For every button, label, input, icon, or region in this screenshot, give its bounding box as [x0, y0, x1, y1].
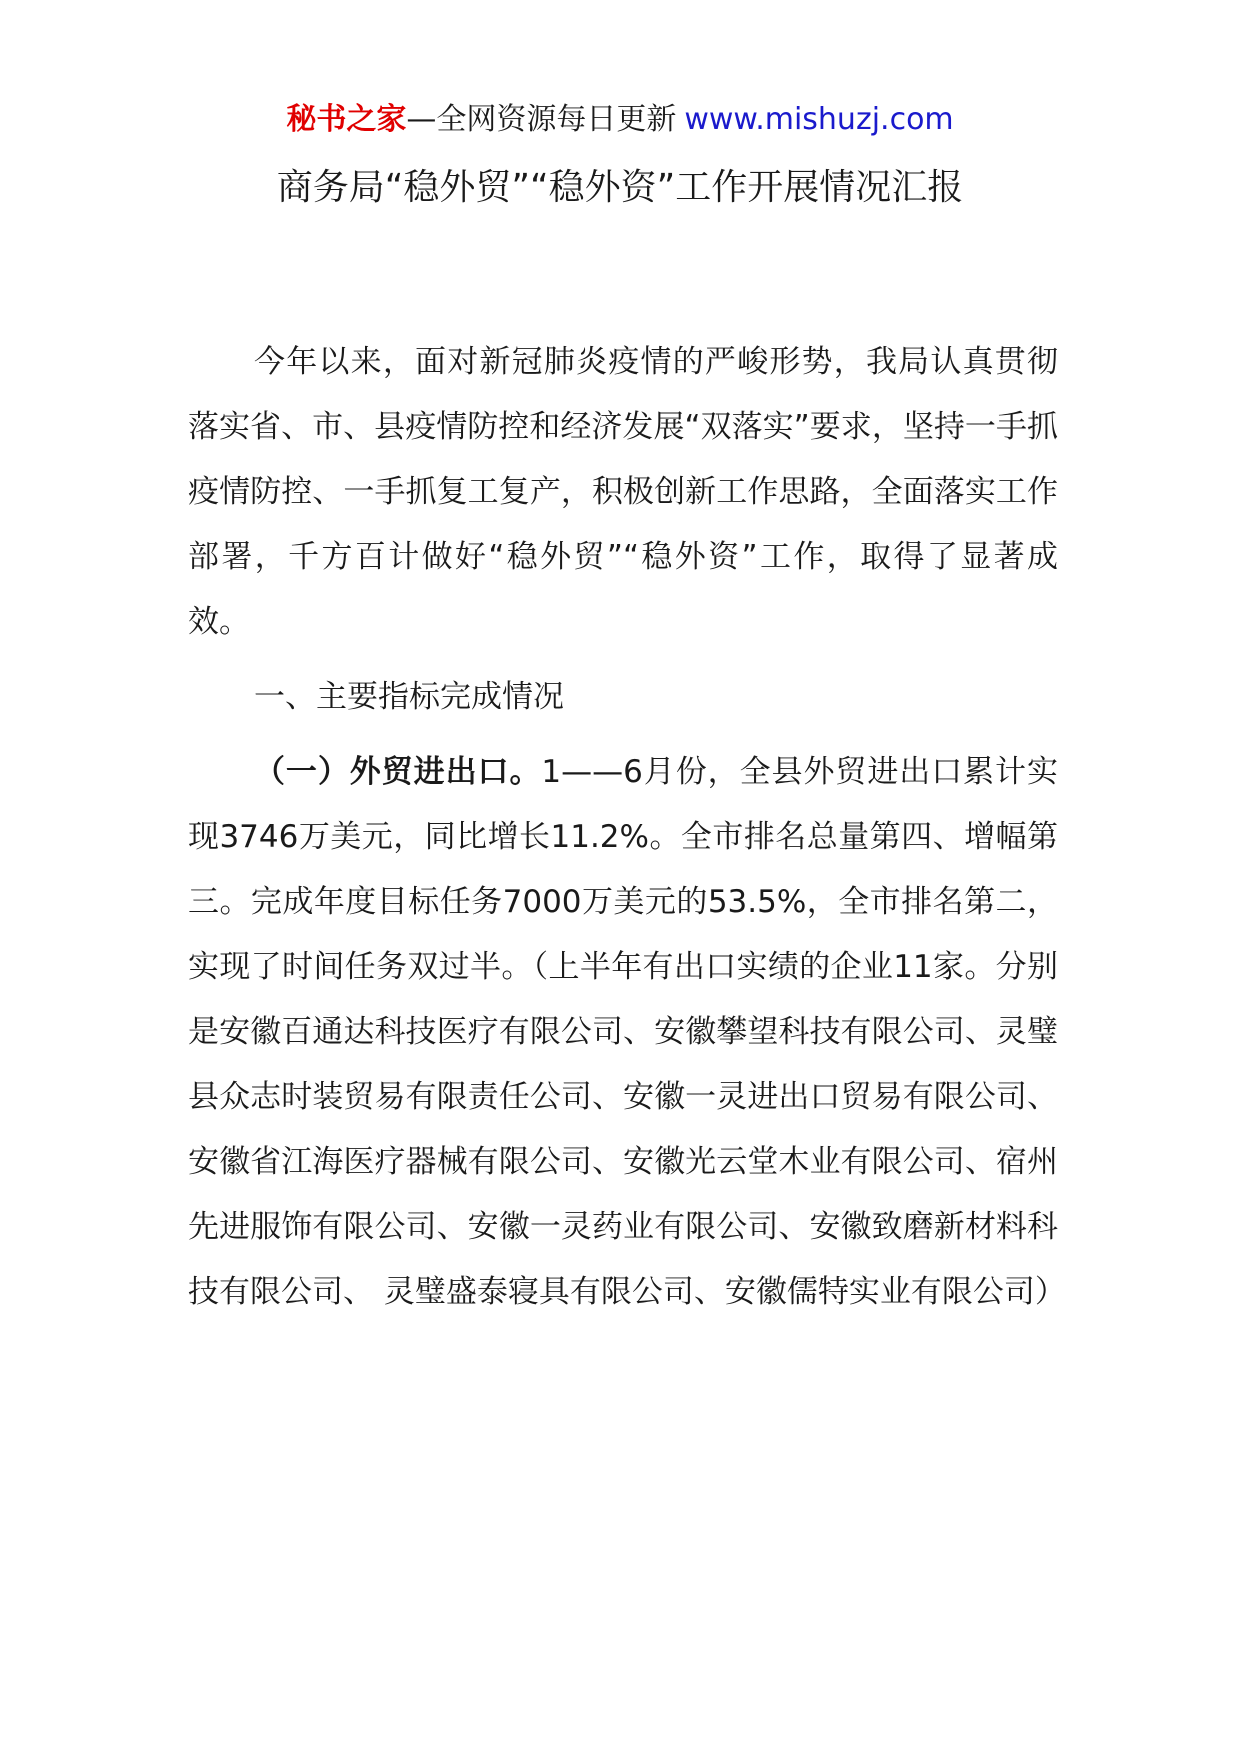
site-header [0, 100, 1240, 140]
site-brand: 秘书之家 [286, 102, 407, 137]
subsection-text: 1——6月份，全县外贸进出口累计实现3746万美元，同比增长11.2%。全市排名总量第四、增幅第三。完成年度目标任务7000万美元的53.5%，全市排名第二，实现了时间任务双过半。（上半年有出口实绩的企业11家。分别是安徽百通达科技医疗有限公司、安徽攀望科技有限公司、灵璧县众志时装贸易有限责任公司、安徽一灵进出口贸易有限公司、安徽省江海医疗器械有限公司、安徽光云堂木业有限公司、宿州先进服饰有限公司、安徽一灵药业有限公司、安徽致磨新材料科技有限公司、 灵璧盛泰寝具有限公司、安徽儒特实业有限公司） [188, 754, 1066, 1310]
document-title: 商务局“稳外贸”“稳外资”工作开展情况汇报 [276, 167, 964, 208]
subsection-heading: （一）外贸进出口。 [254, 754, 542, 790]
intro-paragraph: 今年以来，面对新冠肺炎疫情的严峻形势，我局认真贯彻落实省、市、县疫情防控和经济发展“双落实”要求，坚持一手抓疫情防控、一手抓复工复产，积极创新工作思路，全面落实工作部署，千方百计做好“稳外贸”“稳外资”工作，取得了显著成效。 [188, 344, 1058, 640]
site-url-link[interactable]: www.mishuzj.com [684, 102, 954, 137]
site-tagline: —全网资源每日更新 [406, 102, 677, 137]
subsection-paragraph [188, 740, 1066, 1325]
section-heading: 一、主要指标完成情况 [254, 679, 564, 715]
